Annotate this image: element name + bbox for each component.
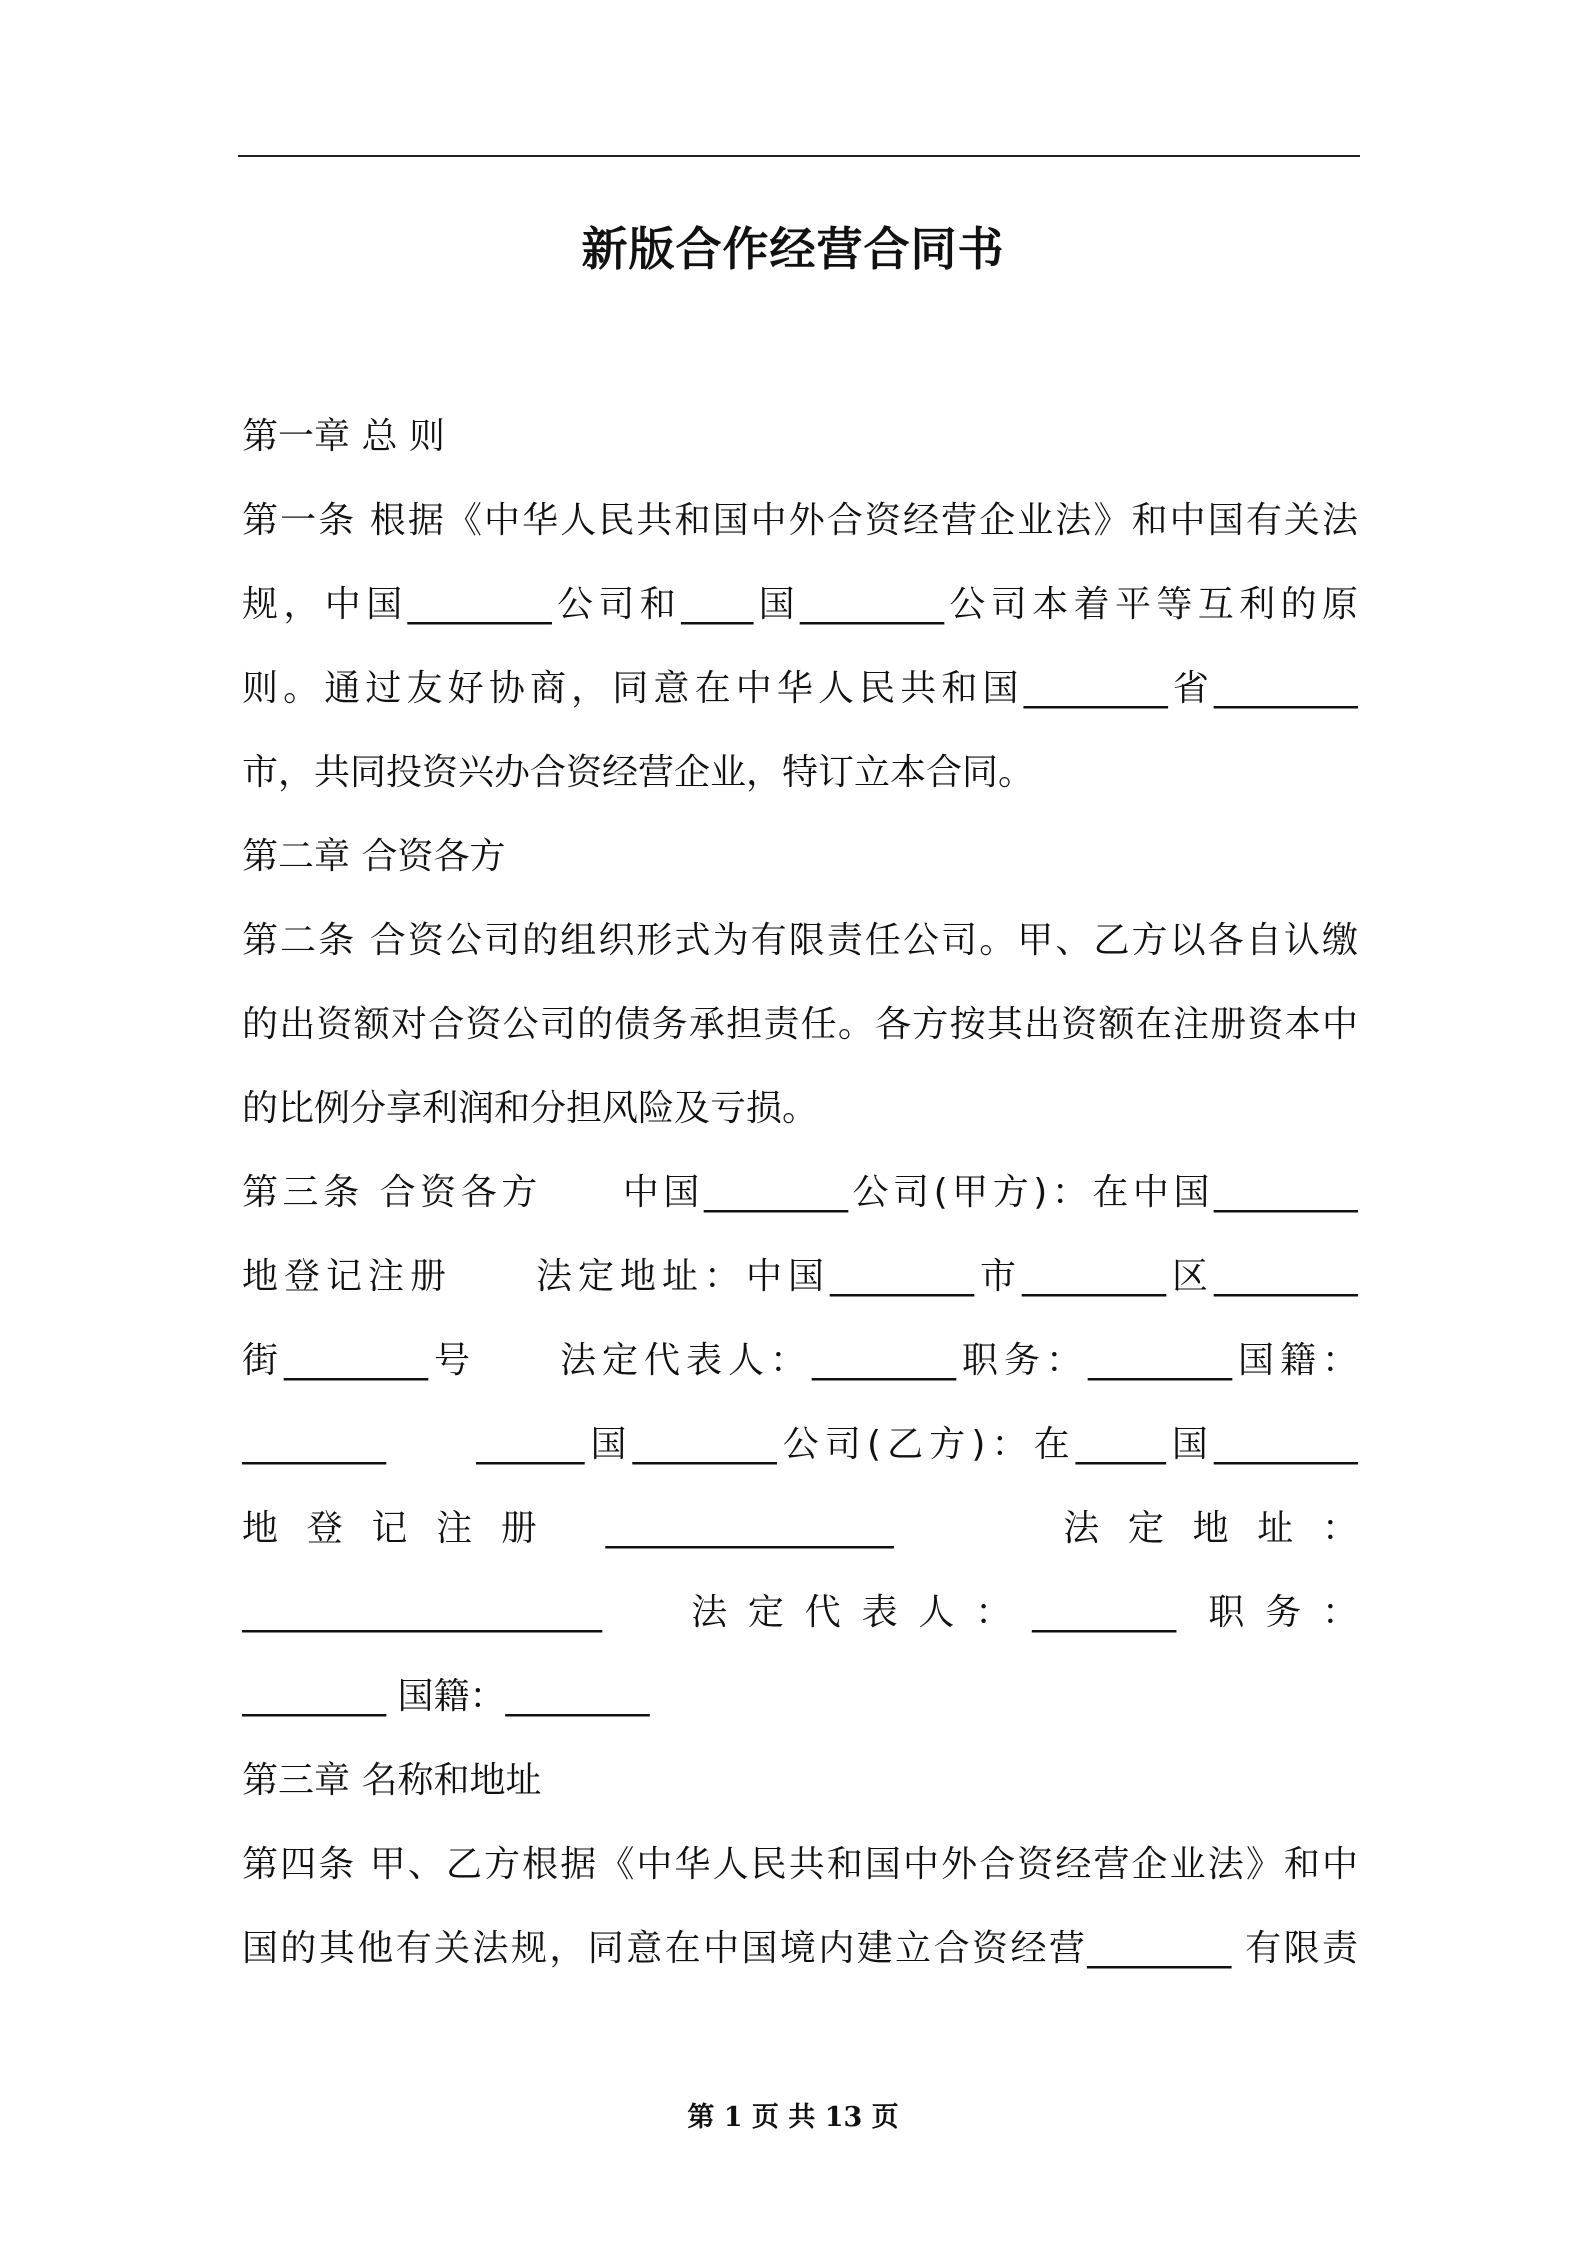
article-4-line: 第四条 甲、乙方根据《中华人民共和国中外合资经营企业法》和中 (242, 1844, 1358, 1885)
document-title: 新版合作经营合同书 (581, 222, 1005, 276)
article-1-line: 第一条 根据《中华人民共和国中外合资经营企业法》和中国有关法 (242, 500, 1358, 541)
chapter-2-heading: 第二章 合资各方 (242, 836, 506, 877)
article-3-line: ________ ______国________公司(乙方)：在_____国________ (242, 1424, 1358, 1465)
page-number-footer: 第 1 页 共 13 页 (687, 2102, 899, 2133)
article-3-line: 街________号 法定代表人：________职务：________国籍： (242, 1340, 1358, 1381)
document-body (242, 395, 1358, 1991)
article-1-line: 规，中国________公司和____国________公司本着平等互利的原 (242, 584, 1358, 625)
article-1-line: 市，共同投资兴办合资经营企业，特订立本合同。 (242, 752, 1035, 793)
article-2-line: 的出资额对合资公司的债务承担责任。各方按其出资额在注册资本中 (242, 1004, 1358, 1045)
article-4-line: 国的其他有关法规，同意在中国境内建立合资经营________ 有限责 (242, 1928, 1358, 1969)
article-3-line: 地登记注册 ________________ 法定地址： (242, 1508, 1358, 1549)
header-rule (238, 155, 1360, 157)
article-3-line: 第三条 合资各方 中国________公司(甲方)：在中国________ (242, 1172, 1358, 1213)
article-2-line: 的比例分享利润和分担风险及亏损。 (242, 1088, 819, 1129)
article-2-line: 第二条 合资公司的组织形式为有限责任公司。甲、乙方以各自认缴 (242, 920, 1358, 961)
article-3-line: ________ 国籍：________ (242, 1676, 650, 1717)
chapter-1-heading: 第一章 总 则 (242, 416, 445, 457)
chapter-3-heading: 第三章 名称和地址 (242, 1760, 542, 1801)
article-3-line: 地登记注册 法定地址：中国________市________区________ (242, 1256, 1358, 1297)
article-1-line: 则。通过友好协商，同意在中华人民共和国________省________ (242, 668, 1358, 709)
article-3-line: ____________________ 法定代表人：________ 职务： (242, 1592, 1358, 1633)
